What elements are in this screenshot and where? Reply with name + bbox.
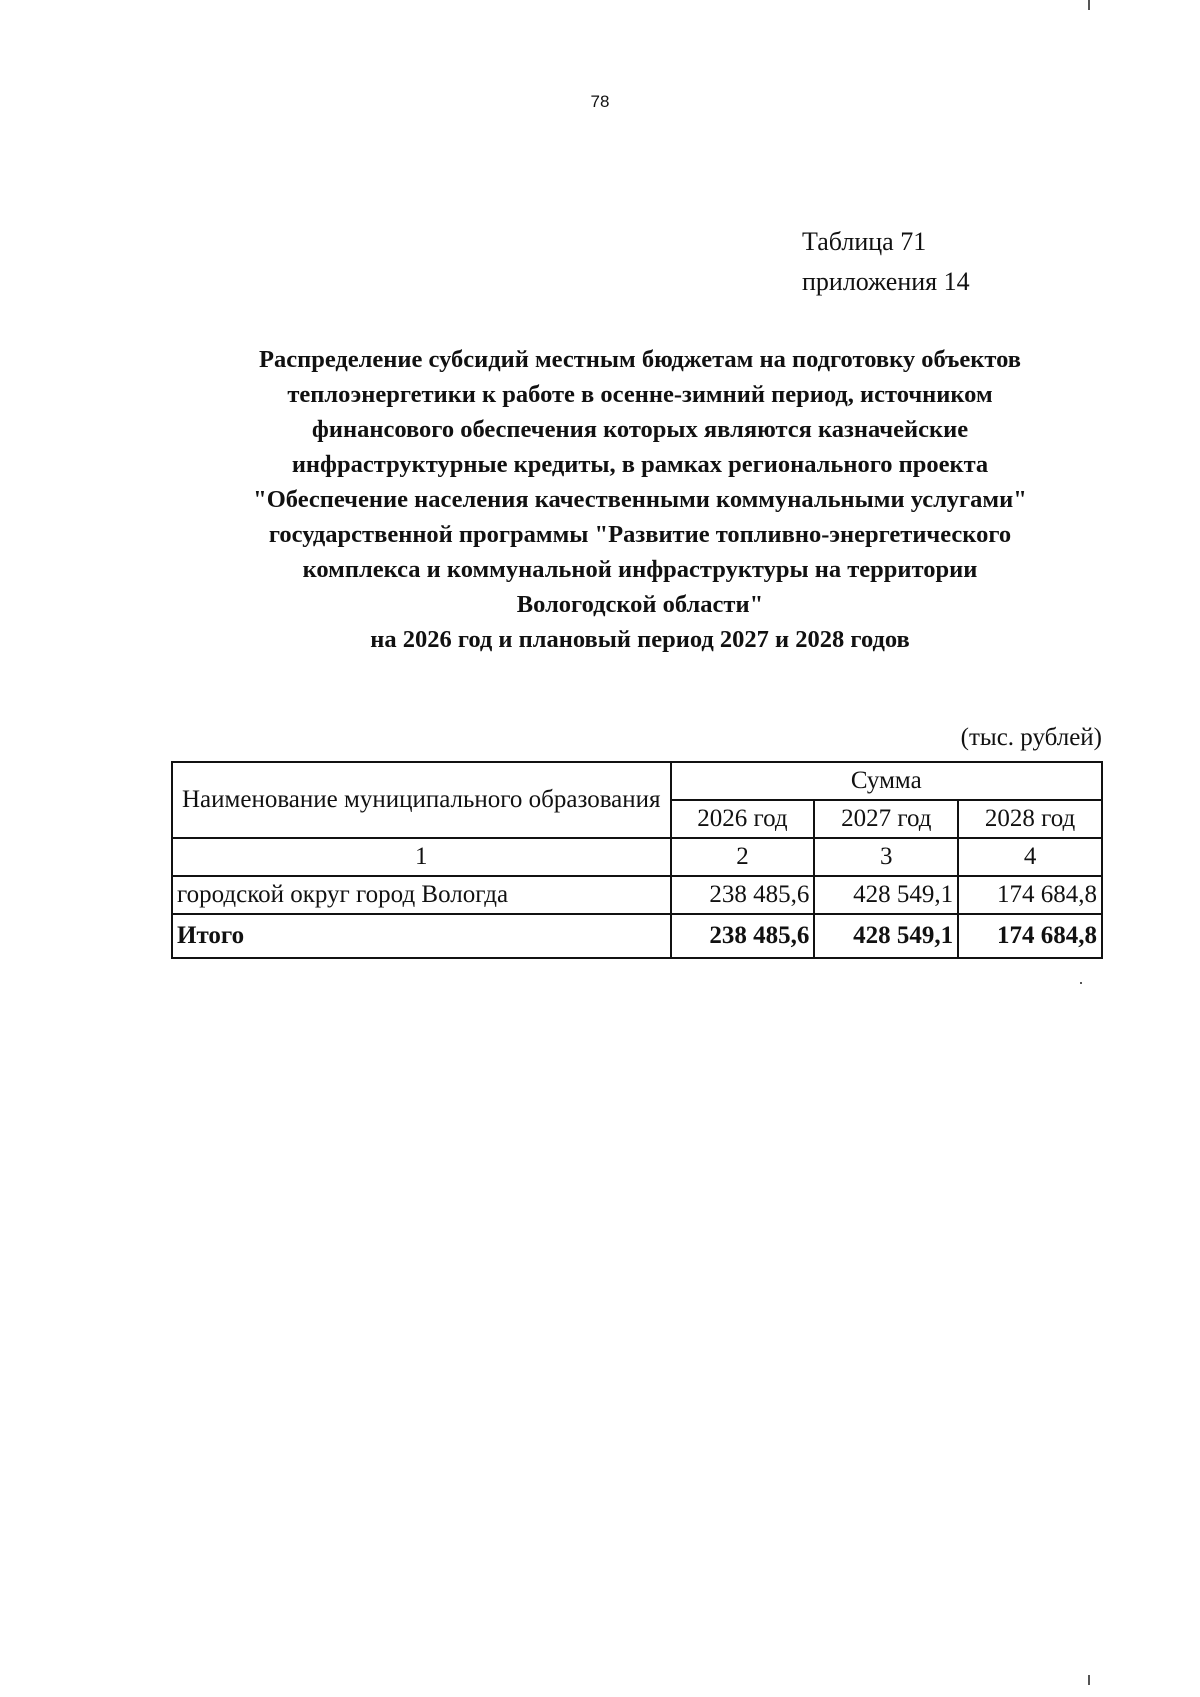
column-number-row bbox=[172, 838, 1102, 876]
table-row bbox=[172, 876, 1102, 914]
amount-2026: 238 485,6 bbox=[671, 876, 815, 914]
document-title bbox=[150, 342, 1130, 657]
total-2028: 174 684,8 bbox=[958, 914, 1102, 958]
header-year-2027: 2027 год bbox=[814, 800, 958, 838]
table-reference-appendix: приложения 14 bbox=[802, 267, 970, 296]
title-line: Распределение субсидий местным бюджетам на подготовку объектов bbox=[259, 346, 1021, 373]
table-header-row bbox=[172, 762, 1102, 800]
column-number: 3 bbox=[814, 838, 958, 876]
total-label: Итого bbox=[172, 914, 671, 958]
scan-speck bbox=[1088, 0, 1090, 10]
table-reference bbox=[802, 222, 970, 302]
title-line: комплекса и коммунальной инфраструктуры на территории bbox=[302, 556, 978, 583]
header-municipality: Наименование муниципального образования bbox=[172, 762, 671, 838]
header-sum: Сумма bbox=[671, 762, 1102, 800]
municipality-name: городской округ город Вологда bbox=[172, 876, 671, 914]
page-number: 78 bbox=[590, 92, 610, 111]
title-line: теплоэнергетики к работе в осенне-зимний период, источником bbox=[287, 381, 993, 408]
header-year-2028: 2028 год bbox=[958, 800, 1102, 838]
title-line: "Обеспечение населения качественными коммунальными услугами" bbox=[253, 486, 1027, 513]
title-line: на 2026 год и плановый период 2027 и 2028 годов bbox=[370, 626, 910, 653]
header-year-2026: 2026 год bbox=[671, 800, 815, 838]
total-2027: 428 549,1 bbox=[814, 914, 958, 958]
scan-speck bbox=[1088, 1675, 1090, 1685]
column-number: 2 bbox=[671, 838, 815, 876]
subsidy-table bbox=[171, 761, 1103, 959]
units-label: (тыс. рублей) bbox=[960, 724, 1102, 751]
title-line: инфраструктурные кредиты, в рамках регионального проекта bbox=[291, 451, 989, 478]
column-number: 1 bbox=[172, 838, 671, 876]
table-reference-number: Таблица 71 bbox=[802, 227, 927, 256]
title-line: государственной программы "Развитие топливно-энергетического bbox=[268, 521, 1012, 548]
title-line: финансового обеспечения которых являются казначейские bbox=[311, 416, 969, 443]
amount-2027: 428 549,1 bbox=[814, 876, 958, 914]
total-2026: 238 485,6 bbox=[671, 914, 815, 958]
total-row bbox=[172, 914, 1102, 958]
title-line: Вологодской области" bbox=[516, 591, 764, 618]
amount-2028: 174 684,8 bbox=[958, 876, 1102, 914]
scan-speck bbox=[1080, 982, 1082, 984]
column-number: 4 bbox=[958, 838, 1102, 876]
